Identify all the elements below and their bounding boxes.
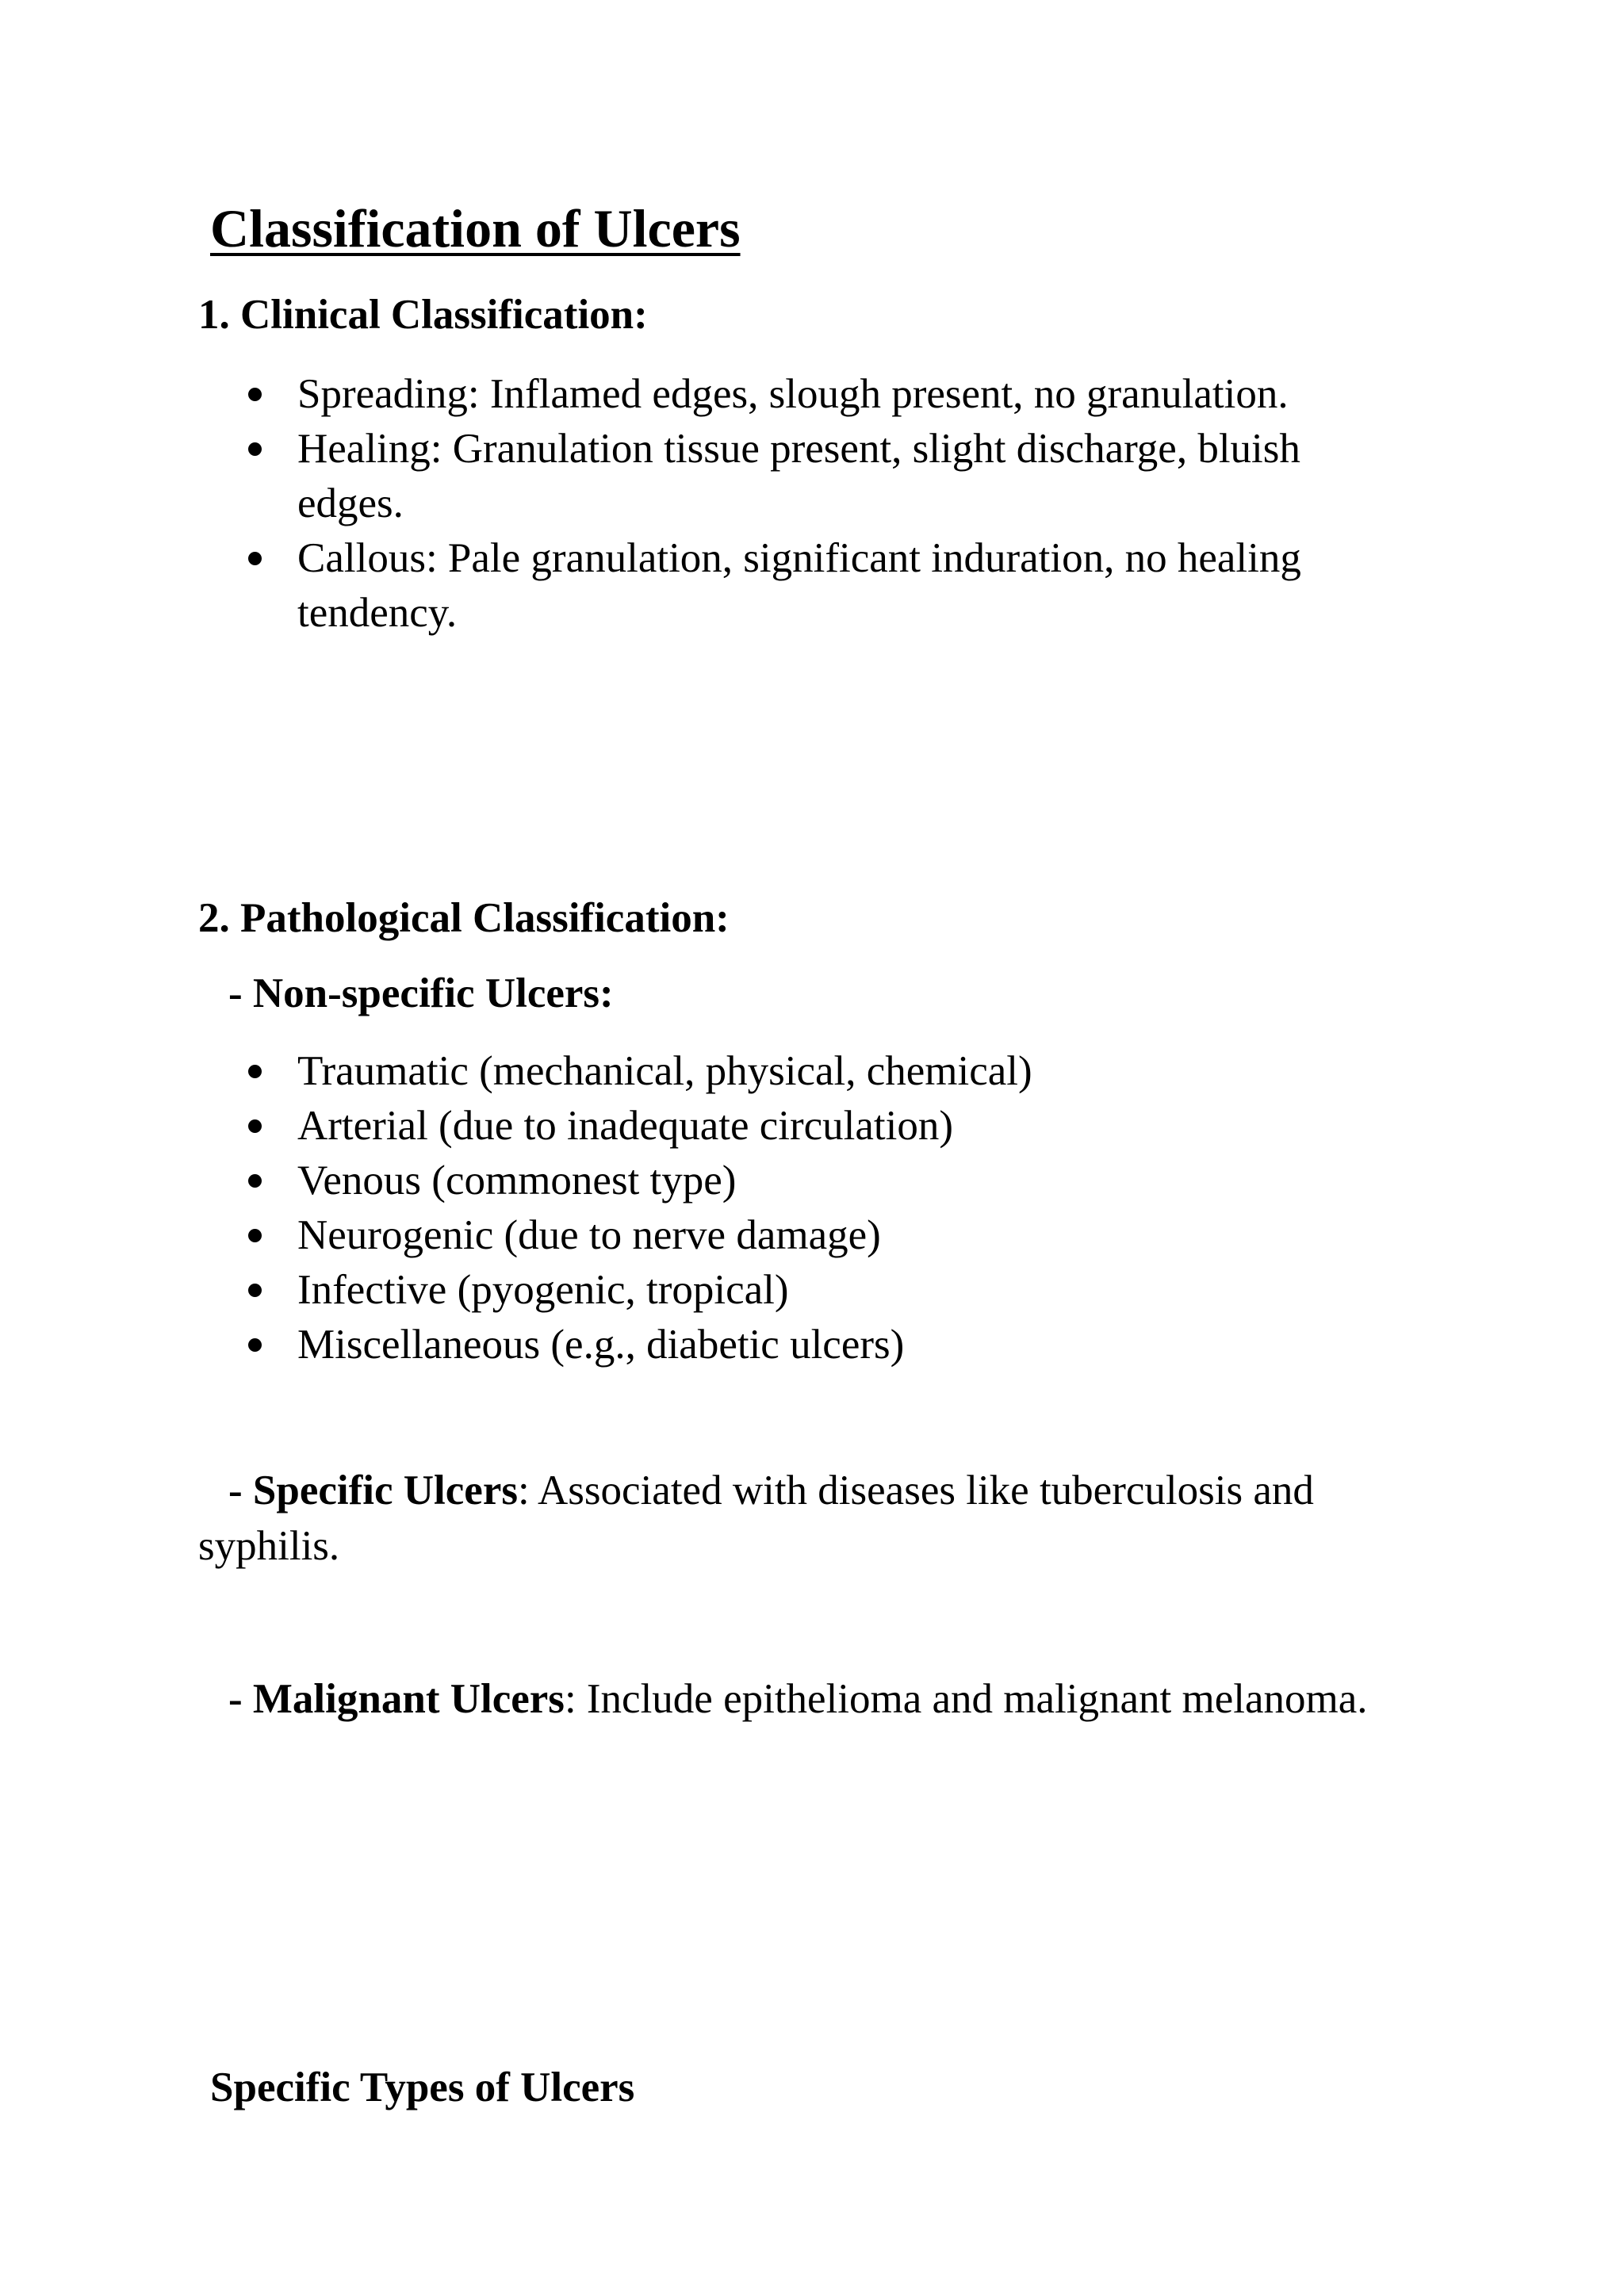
- list-item: [0, 367, 1301, 422]
- list-item-text: Venous (commonest type): [297, 1158, 737, 1203]
- clinical-classification-heading: 1. Clinical Classification:: [198, 292, 648, 338]
- list-item-text: Neurogenic (due to nerve damage): [297, 1212, 881, 1258]
- bullet-icon: [248, 1338, 262, 1352]
- bullet-icon: [248, 388, 262, 401]
- bullet-icon: [248, 1065, 262, 1078]
- list-item-text: Callous: Pale granulation, significant induration, no healing: [297, 535, 1301, 581]
- pathological-classification-heading: 2. Pathological Classification:: [198, 895, 730, 941]
- specific-types-heading: Specific Types of Ulcers: [210, 2064, 635, 2110]
- bullet-icon: [248, 1119, 262, 1133]
- list-item-text: Spreading: Inflamed edges, slough present, no granulation.: [297, 371, 1289, 417]
- malignant-ulcers-description: : Include epithelioma and malignant melanoma.: [564, 1676, 1368, 1722]
- specific-ulcers-description-continued: syphilis.: [198, 1523, 340, 1569]
- list-item: [0, 1154, 1032, 1208]
- malignant-ulcers-label: - Malignant Ulcers: [228, 1676, 565, 1722]
- list-item-text: Traumatic (mechanical, physical, chemical): [297, 1048, 1032, 1094]
- non-specific-ulcers-list: [0, 1044, 1032, 1372]
- list-item-text: Infective (pyogenic, tropical): [297, 1267, 789, 1313]
- bullet-icon: [248, 552, 262, 565]
- bullet-icon: [248, 1174, 262, 1188]
- specific-ulcers-paragraph: [198, 1463, 1314, 1574]
- list-item: [0, 531, 1301, 641]
- list-item: [0, 1044, 1032, 1099]
- bullet-icon: [248, 442, 262, 456]
- page-title: Classification of Ulcers: [210, 198, 741, 258]
- list-item: [0, 1263, 1032, 1318]
- list-item: [0, 1318, 1032, 1372]
- list-item: [0, 1208, 1032, 1263]
- list-item-text: Healing: Granulation tissue present, slight discharge, bluish: [297, 426, 1300, 472]
- clinical-classification-list: [0, 367, 1301, 641]
- malignant-ulcers-paragraph: [198, 1671, 1368, 1727]
- bullet-icon: [248, 1229, 262, 1242]
- specific-ulcers-label: - Specific Ulcers: [228, 1468, 518, 1513]
- list-item-text: Arterial (due to inadequate circulation): [297, 1103, 954, 1149]
- list-item-text: Miscellaneous (e.g., diabetic ulcers): [297, 1322, 905, 1368]
- list-item: [0, 1099, 1032, 1154]
- bullet-icon: [248, 1284, 262, 1297]
- specific-ulcers-description: : Associated with diseases like tuberculosis and: [517, 1468, 1314, 1513]
- list-item-text-continued: edges.: [297, 480, 404, 526]
- list-item-text-continued: tendency.: [297, 590, 458, 636]
- non-specific-ulcers-heading: - Non-specific Ulcers:: [228, 970, 614, 1016]
- list-item: [0, 422, 1301, 531]
